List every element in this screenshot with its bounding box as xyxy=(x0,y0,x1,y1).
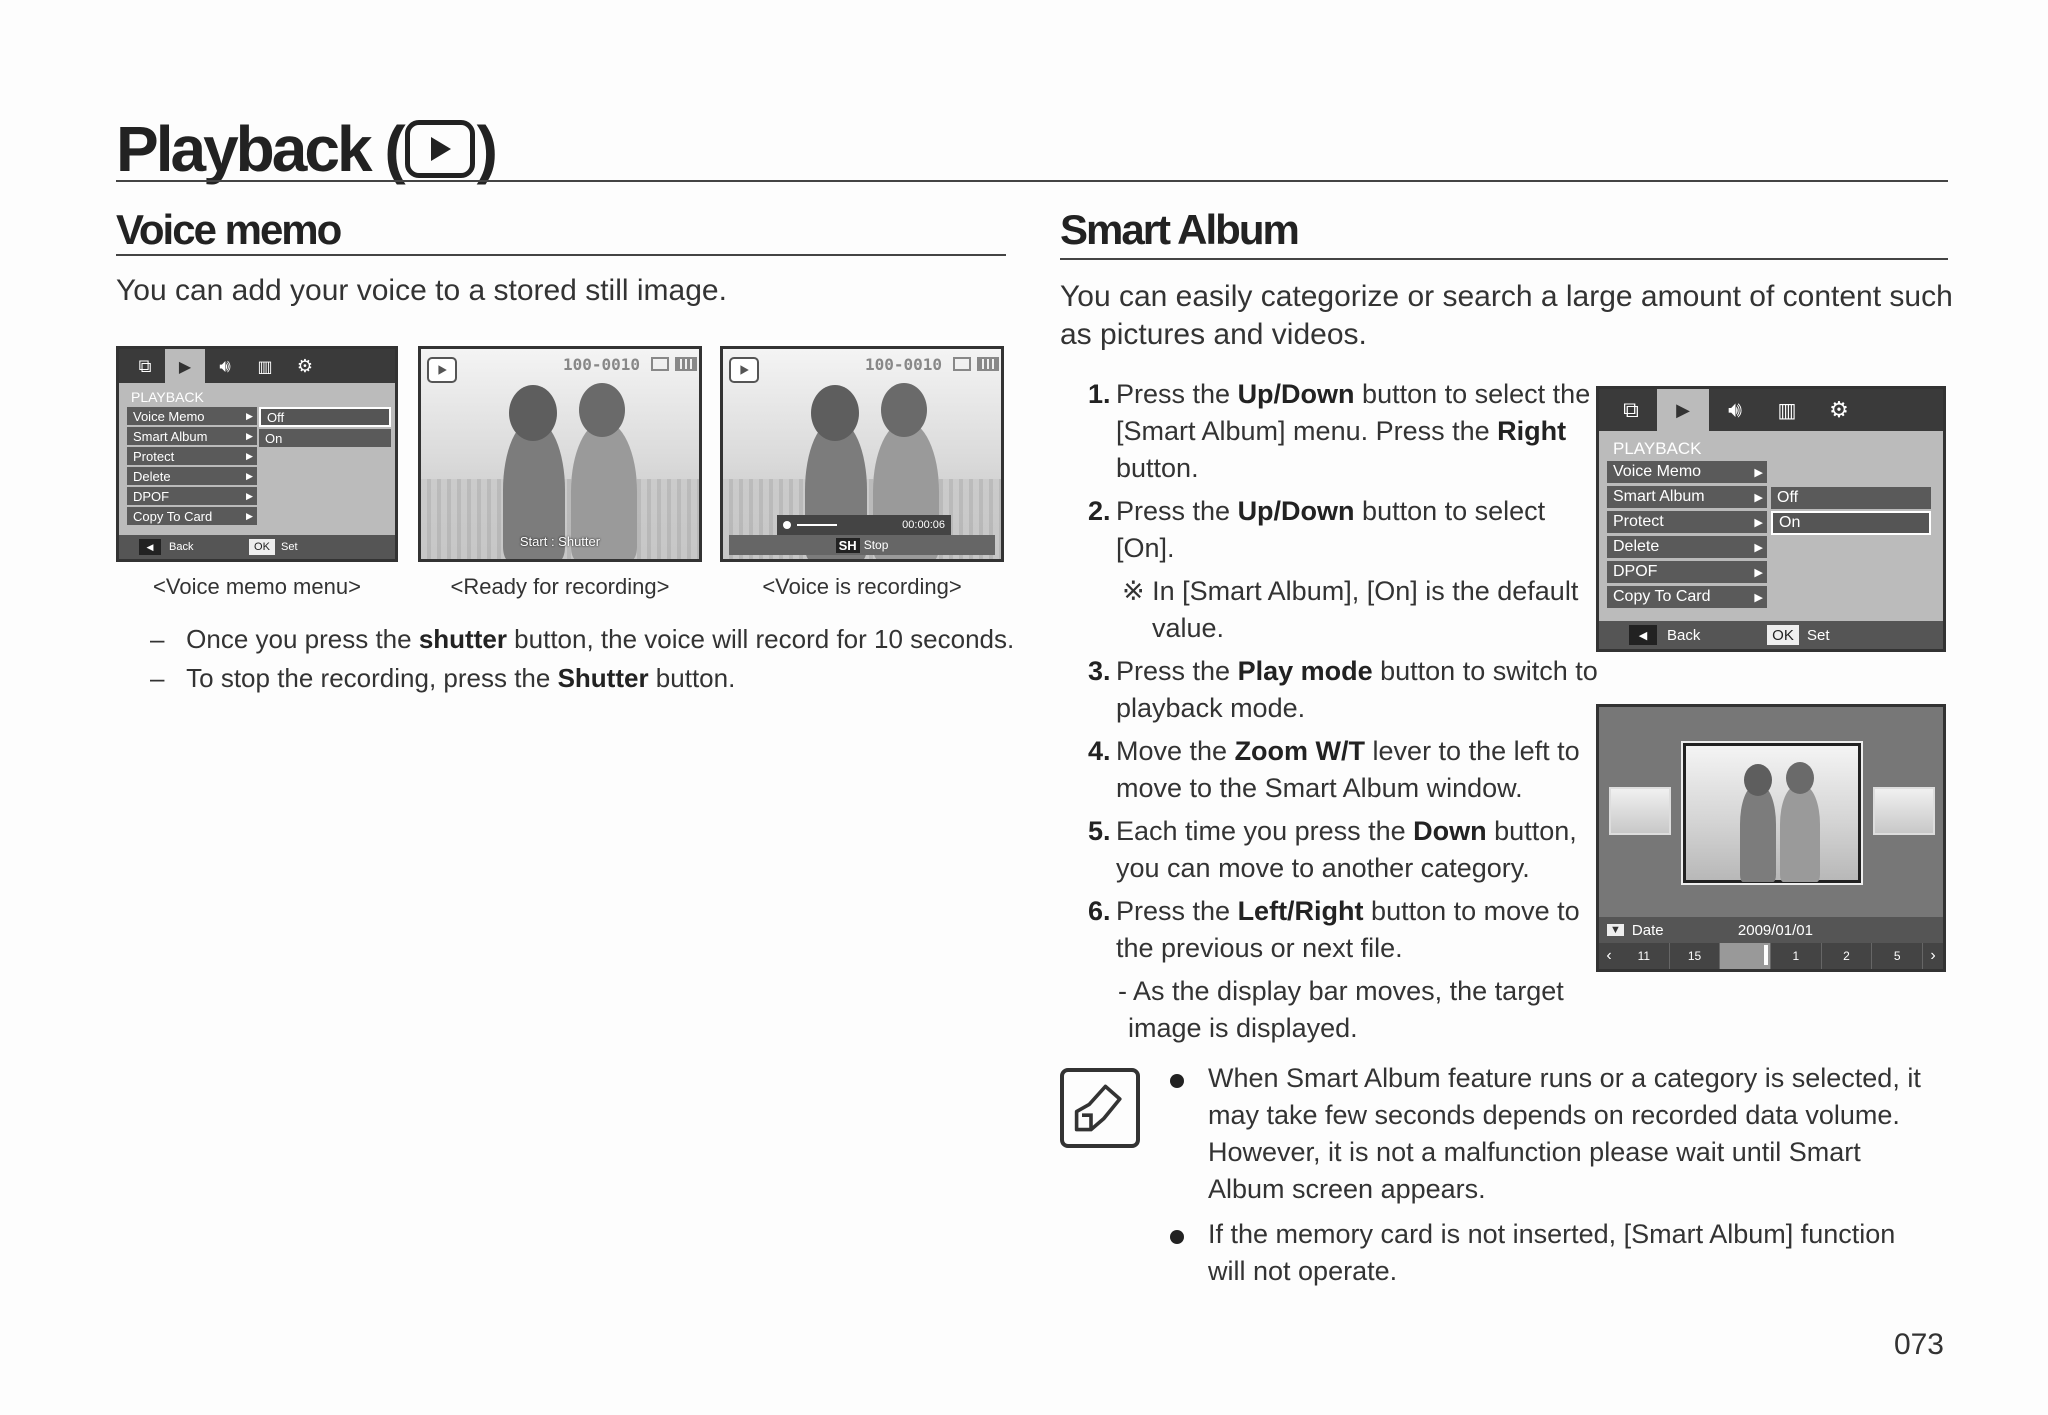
menu-item-label: DPOF xyxy=(133,488,170,504)
chevron-right-icon: ▶ xyxy=(246,410,253,421)
play-mode-icon xyxy=(405,120,475,178)
chevron-right-icon[interactable]: › xyxy=(1930,947,1936,964)
step-text: Press the xyxy=(1116,656,1238,686)
sound-icon: 🔊︎ xyxy=(1728,397,1742,423)
step-text: button to select [On]. xyxy=(1116,496,1546,563)
page-title xyxy=(116,112,495,186)
menu-item-label: Copy To Card xyxy=(133,508,213,524)
smart-album-divider xyxy=(1060,258,1948,260)
step-text: lever to the left to move to the Smart Album window. xyxy=(1116,736,1580,803)
menu-bottom-bar xyxy=(119,535,395,559)
battery-icon xyxy=(675,357,697,371)
step-text: button, you can move to another category. xyxy=(1116,816,1577,883)
sh-key: SH xyxy=(836,538,860,553)
bullet-bold: Shutter xyxy=(557,663,649,693)
next-thumbnail[interactable] xyxy=(1873,787,1935,835)
step-bold: Left/Right xyxy=(1237,896,1364,926)
smart-album-intro-2: as pictures and videos. xyxy=(1060,318,1367,351)
caption-voice-memo-menu: <Voice memo menu> xyxy=(153,574,361,599)
menu-item-label: Delete xyxy=(133,468,171,484)
step-6 xyxy=(1088,893,1608,967)
step-number: 6. xyxy=(1088,896,1111,926)
ok-key: OK xyxy=(1767,625,1799,645)
step-2-note: ※ In [Smart Album], [On] is the default value. xyxy=(1122,576,1579,643)
menu-item-label: Smart Album xyxy=(1613,488,1705,505)
bullet-text: Once you press the xyxy=(186,624,419,654)
timeline-cell[interactable]: 2 xyxy=(1822,943,1873,969)
note-item: If the memory card is not inserted, [Smart Album] function will not operate. xyxy=(1172,1216,1932,1290)
voice-memo-bullet-1 xyxy=(150,624,1014,655)
caption-voice-recording: <Voice is recording> xyxy=(762,574,962,599)
timeline-cell[interactable]: 11 xyxy=(1619,943,1670,969)
settings-gear-icon: ⚙ xyxy=(1829,397,1849,423)
step-1 xyxy=(1088,376,1608,487)
menu-item-label: Copy To Card xyxy=(1613,588,1711,605)
menu-item-protect[interactable] xyxy=(127,447,257,465)
gallery-icon: ⧉ xyxy=(1623,397,1639,423)
category-label: Date xyxy=(1631,921,1664,939)
voice-memo-divider xyxy=(116,254,1006,256)
photo-head-boy xyxy=(1786,762,1814,794)
bullet-bold: shutter xyxy=(418,624,507,654)
bullet-text: To stop the recording, press the xyxy=(186,663,558,693)
menu-item-copy-to-card[interactable] xyxy=(127,507,257,525)
chevron-down-icon[interactable]: ▼ xyxy=(1607,924,1624,936)
step-text: Press the xyxy=(1116,379,1238,409)
step-bold: Play mode xyxy=(1237,656,1373,686)
step-bold: Down xyxy=(1413,816,1487,846)
step-text: button to move to the previous or next file. xyxy=(1116,896,1580,963)
ready-recording-screen xyxy=(418,346,702,562)
step-text: Move the xyxy=(1116,736,1235,766)
step-2 xyxy=(1088,493,1608,567)
step-number: 4. xyxy=(1088,736,1111,766)
back-label: Back xyxy=(1667,626,1701,644)
category-bar[interactable] xyxy=(1599,917,1943,943)
playback-tab-icon: ▶ xyxy=(165,349,205,383)
option-on[interactable]: On xyxy=(259,429,391,447)
set-label: Set xyxy=(281,541,298,553)
timeline-cell[interactable]: 15 xyxy=(1670,943,1721,969)
chevron-right-icon: ▶ xyxy=(1754,541,1763,554)
menu-item-dpof[interactable] xyxy=(127,487,257,505)
step-bold: Right xyxy=(1497,416,1567,446)
option-off[interactable]: Off xyxy=(1771,487,1931,509)
step-number: 3. xyxy=(1088,656,1111,686)
recording-timer: 00:00:06 xyxy=(902,519,945,531)
step-5 xyxy=(1088,813,1608,887)
page-number: 073 xyxy=(1893,1328,1944,1361)
smart-album-view-screen xyxy=(1596,704,1946,972)
voice-recording-screen xyxy=(720,346,1004,562)
photo-head-girl xyxy=(1744,764,1772,796)
note-item: When Smart Album feature runs or a category is selected, it may take few seconds depends on recorded data volume. However, it is not a malfunction please wait until Smart Album screen appears. xyxy=(1172,1060,1932,1208)
image-size-icon xyxy=(651,357,669,371)
menu-item-voice-memo[interactable] xyxy=(127,407,257,425)
voice-memo-bullet-2 xyxy=(150,663,735,694)
photo-person-boy xyxy=(1780,786,1820,882)
menu-item-smart-album[interactable] xyxy=(1607,486,1767,508)
note-list xyxy=(1172,1060,1932,1298)
file-counter: 100-0010 xyxy=(865,355,943,374)
menu-item-dpof[interactable] xyxy=(1607,561,1767,583)
voice-memo-heading: Voice memo xyxy=(116,206,341,253)
chevron-right-icon: ▶ xyxy=(1754,466,1763,479)
timeline-cell[interactable]: 5 xyxy=(1872,943,1923,969)
step-number: 5. xyxy=(1088,816,1111,846)
stop-bar xyxy=(729,535,995,555)
recording-progress-bar xyxy=(777,515,951,535)
previous-thumbnail[interactable] xyxy=(1609,787,1671,835)
category-value: 2009/01/01 xyxy=(1737,921,1813,939)
option-on[interactable]: On xyxy=(1771,511,1931,535)
smart-album-menu-screen xyxy=(1596,386,1946,652)
step-bold: Up/Down xyxy=(1237,496,1355,526)
start-hint: Start : Shutter xyxy=(519,534,601,549)
left-arrow-icon: ◀ xyxy=(1629,625,1657,645)
step-text: Press the xyxy=(1116,496,1238,526)
menu-header: PLAYBACK xyxy=(131,389,204,405)
menu-item-label: Delete xyxy=(1613,538,1660,555)
timeline-cell-current[interactable] xyxy=(1720,943,1771,969)
menu-bottom-bar xyxy=(1599,621,1943,649)
chevron-right-icon: ▶ xyxy=(246,490,253,501)
menu-item-protect[interactable] xyxy=(1607,511,1767,533)
bullet-text: button, the voice will record for 10 seconds. xyxy=(506,624,1015,654)
step-bold: Zoom W/T xyxy=(1234,736,1366,766)
step-text: Each time you press the xyxy=(1116,816,1414,846)
left-arrow-icon: ◀ xyxy=(139,539,161,555)
timeline-cursor xyxy=(1764,945,1768,965)
step-text: button. xyxy=(1116,453,1199,483)
timeline-cell[interactable]: 1 xyxy=(1771,943,1822,969)
menu-item-label: Protect xyxy=(1613,513,1664,530)
menu-item-delete[interactable] xyxy=(1607,536,1767,558)
menu-item-label: Protect xyxy=(133,448,175,464)
image-size-icon xyxy=(953,357,971,371)
menu-item-label: Voice Memo xyxy=(1613,463,1702,480)
step-text: button to switch to playback mode. xyxy=(1116,656,1598,723)
battery-icon xyxy=(977,357,999,371)
note-icon xyxy=(1060,1068,1140,1148)
photo-person-girl xyxy=(1740,786,1776,882)
step-3 xyxy=(1088,653,1608,727)
settings-gear-icon: ⚙ xyxy=(296,355,314,377)
file-counter: 100-0010 xyxy=(563,355,641,374)
chevron-right-icon: ▶ xyxy=(246,430,253,441)
record-dot-icon xyxy=(783,521,791,529)
sound-icon: 🔊︎ xyxy=(219,355,231,377)
playback-tab-icon: ▶ xyxy=(1657,389,1709,431)
title-divider xyxy=(116,180,1948,182)
step-text: Press the xyxy=(1116,896,1238,926)
page-title-close: ) xyxy=(476,113,495,185)
caption-ready-recording: <Ready for recording> xyxy=(450,574,670,599)
menu-icon-bar xyxy=(1599,389,1943,431)
display-icon: ▥ xyxy=(257,356,273,376)
menu-icon-bar xyxy=(119,349,395,383)
chevron-left-icon[interactable]: ‹ xyxy=(1606,947,1612,964)
photo-head-boy xyxy=(579,383,625,437)
smart-album-intro-1: You can easily categorize or search a large amount of content such xyxy=(1060,280,1953,313)
chevron-right-icon: ▶ xyxy=(246,450,253,461)
stop-label: Stop xyxy=(863,538,889,552)
step-number: 1. xyxy=(1088,379,1111,409)
chevron-right-icon: ▶ xyxy=(1754,491,1763,504)
menu-item-copy-to-card[interactable] xyxy=(1607,586,1767,608)
step-bold: Up/Down xyxy=(1237,379,1355,409)
menu-item-delete[interactable] xyxy=(127,467,257,485)
timeline-bar[interactable] xyxy=(1599,943,1943,969)
gallery-icon: ⧉ xyxy=(138,355,152,377)
current-image xyxy=(1683,743,1861,883)
page-title-text: Playback ( xyxy=(116,113,403,185)
dash: – xyxy=(150,663,165,693)
menu-item-voice-memo[interactable] xyxy=(1607,461,1767,483)
chevron-right-icon: ▶ xyxy=(1754,566,1763,579)
chevron-right-icon: ▶ xyxy=(246,470,253,481)
chevron-right-icon: ▶ xyxy=(1754,591,1763,604)
progress-line xyxy=(797,524,837,526)
play-mode-icon xyxy=(729,357,759,383)
play-mode-icon xyxy=(427,357,457,383)
chevron-right-icon: ▶ xyxy=(1754,516,1763,529)
step-text: button to select the [Smart Album] menu. Press the xyxy=(1116,379,1591,446)
smart-album-steps xyxy=(1088,376,1608,1047)
option-off[interactable]: Off xyxy=(259,407,391,427)
menu-item-smart-album[interactable] xyxy=(127,427,257,445)
ok-key: OK xyxy=(249,539,275,555)
bullet-text: button. xyxy=(648,663,736,693)
display-icon: ▥ xyxy=(1777,398,1797,422)
step-6-note: - As the display bar moves, the target image is displayed. xyxy=(1118,976,1564,1043)
chevron-right-icon: ▶ xyxy=(246,510,253,521)
photo-head-girl xyxy=(509,385,557,441)
menu-item-label: DPOF xyxy=(1613,563,1658,580)
voice-memo-intro: You can add your voice to a stored still image. xyxy=(116,274,727,307)
photo-head-boy xyxy=(881,383,927,437)
menu-item-label: Voice Memo xyxy=(133,408,205,424)
set-label: Set xyxy=(1807,626,1830,644)
photo-head-girl xyxy=(811,385,859,441)
smart-album-heading: Smart Album xyxy=(1060,206,1298,253)
step-number: 2. xyxy=(1088,496,1111,526)
menu-header: PLAYBACK xyxy=(1613,439,1702,458)
voice-memo-menu-screen xyxy=(116,346,398,562)
dash: – xyxy=(150,624,165,654)
back-label: Back xyxy=(169,541,194,553)
step-4 xyxy=(1088,733,1608,807)
menu-item-label: Smart Album xyxy=(133,428,208,444)
